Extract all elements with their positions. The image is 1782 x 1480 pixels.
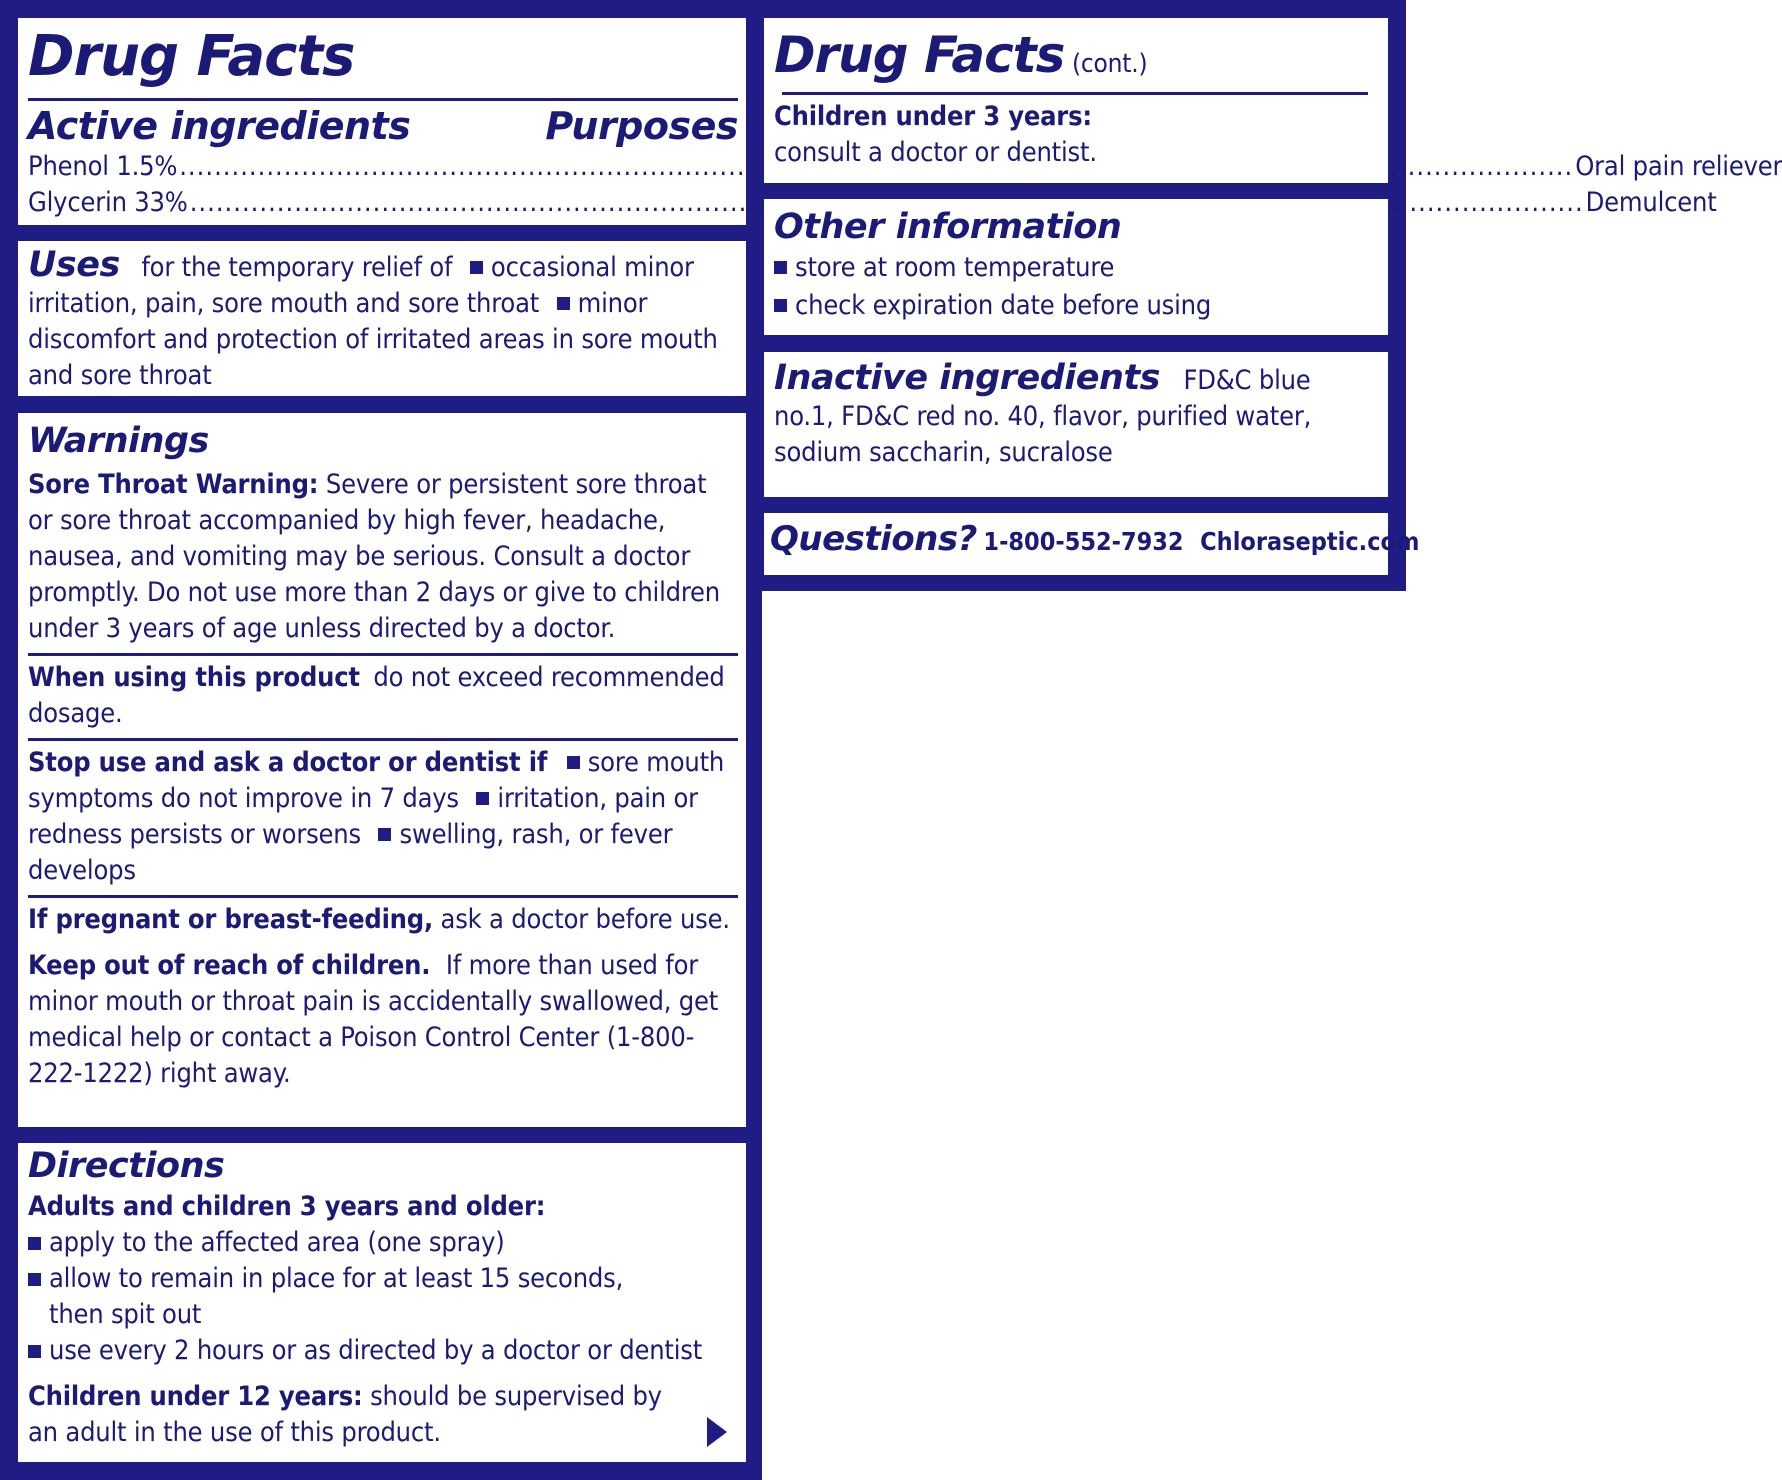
children-12-label: Children under 12 years: bbox=[28, 1381, 363, 1412]
children-12 bbox=[28, 1379, 736, 1451]
stop-use-item: irritation, pain or redness persists or worsens bbox=[28, 783, 698, 850]
adults-label: Adults and children 3 years and older: bbox=[28, 1191, 546, 1222]
stop-use bbox=[28, 745, 736, 889]
questions-website[interactable]: Chloraseptic.com bbox=[1200, 527, 1420, 556]
bullet-square-icon bbox=[557, 297, 570, 310]
cont-suffix: (cont.) bbox=[1071, 49, 1148, 79]
when-using bbox=[28, 660, 736, 732]
other-information-heading: Other information bbox=[774, 207, 1122, 247]
stop-use-item: swelling, rash, or fever develops bbox=[28, 819, 673, 886]
when-using-label: When using this product bbox=[28, 662, 360, 693]
continue-arrow-icon bbox=[707, 1417, 727, 1447]
sore-throat-label: Sore Throat Warning: bbox=[28, 469, 319, 500]
directions-heading: Directions bbox=[28, 1146, 225, 1186]
bullet-square-icon bbox=[567, 756, 580, 769]
uses-item: occasional minor irritation, pain, sore mouth and sore throat bbox=[28, 252, 694, 319]
uses-item: minor discomfort and protection of irritated areas in sore mouth and sore throat bbox=[28, 288, 718, 391]
keep-out-label: Keep out of reach of children. bbox=[28, 950, 431, 981]
pregnant-text: ask a doctor before use. bbox=[440, 904, 730, 935]
keep-out-text: If more than used for minor mouth or throat pain is accidentally swallowed, get medical help or contact a Poison Control Center (1-800-222-1222) right away. bbox=[28, 950, 719, 1089]
keep-out-warning bbox=[28, 948, 736, 1092]
uses-heading: Uses bbox=[28, 245, 120, 285]
stop-use-item: sore mouth symptoms do not improve in 7 days bbox=[28, 747, 725, 814]
page-title: Drug Facts bbox=[28, 24, 355, 89]
bullet-square-icon bbox=[28, 1345, 41, 1358]
children-12-text: should be supervised by an adult in the use of this product. bbox=[28, 1381, 662, 1448]
active-ingredients-heading: Active ingredients bbox=[28, 104, 411, 148]
other-item bbox=[774, 249, 1378, 287]
directions-item bbox=[28, 1333, 736, 1369]
when-using-text: do not exceed recommended dosage. bbox=[28, 662, 725, 729]
questions-phone: 1-800-552-7932 bbox=[983, 527, 1184, 556]
directions-item bbox=[28, 1261, 736, 1333]
directions-item-text: apply to the affected area (one spray) bbox=[49, 1227, 505, 1258]
inactive-ingredients-text: FD&C blue no.1, FD&C red no. 40, flavor, purified water, sodium saccharin, sucralose bbox=[774, 365, 1312, 468]
ingredient-purpose: Demulcent bbox=[1585, 187, 1717, 218]
bullet-square-icon bbox=[470, 261, 483, 274]
sore-throat-warning bbox=[28, 467, 736, 647]
pregnant-label: If pregnant or breast-feeding, bbox=[28, 904, 433, 935]
directions-item-text: use every 2 hours or as directed by a doctor or dentist bbox=[49, 1335, 703, 1366]
title-divider bbox=[782, 92, 1368, 95]
bullet-square-icon bbox=[774, 299, 787, 312]
children-3-text: consult a doctor or dentist. bbox=[774, 137, 1097, 168]
warnings-divider bbox=[28, 895, 738, 898]
other-item-text: store at room temperature bbox=[795, 252, 1115, 283]
warnings-heading: Warnings bbox=[28, 421, 209, 461]
directions-item-text: allow to remain in place for at least 15 seconds, then spit out bbox=[49, 1263, 624, 1330]
bullet-square-icon bbox=[476, 792, 489, 805]
bullet-square-icon bbox=[774, 261, 787, 274]
other-information-box bbox=[764, 199, 1388, 335]
warnings-box bbox=[18, 413, 746, 1127]
ingredient-name: Phenol 1.5% bbox=[28, 151, 178, 182]
bullet-square-icon bbox=[28, 1237, 41, 1250]
bullet-square-icon bbox=[378, 828, 391, 841]
directions-box bbox=[18, 1143, 746, 1462]
sore-throat-text: Severe or persistent sore throat or sore throat accompanied by high fever, headache, nausea, and vomiting may be serious. Consult a doctor promptly. Do not use more than 2 days or give to children under 3 years of age unless directed by a doctor. bbox=[28, 469, 721, 644]
bullet-square-icon bbox=[28, 1273, 41, 1286]
ingredient-purpose: Oral pain reliever bbox=[1575, 151, 1782, 182]
uses-box bbox=[18, 241, 746, 396]
other-item-text: check expiration date before using bbox=[795, 290, 1212, 321]
children-3-label: Children under 3 years: bbox=[774, 101, 1092, 132]
questions-box bbox=[764, 513, 1420, 575]
inactive-ingredients-heading: Inactive ingredients bbox=[774, 358, 1161, 398]
warnings-divider bbox=[28, 653, 738, 656]
inactive-ingredients-box bbox=[764, 352, 1388, 497]
questions-heading: Questions? bbox=[770, 519, 977, 559]
warnings-divider bbox=[28, 738, 738, 741]
stop-use-label: Stop use and ask a doctor or dentist if bbox=[28, 747, 548, 778]
uses-intro: for the temporary relief of bbox=[141, 252, 453, 283]
pregnant-warning bbox=[28, 902, 736, 938]
title-divider bbox=[28, 98, 738, 101]
cont-title-box bbox=[764, 18, 1388, 183]
ingredient-name: Glycerin 33% bbox=[28, 187, 188, 218]
directions-item bbox=[28, 1225, 736, 1261]
cont-title: Drug Facts bbox=[774, 26, 1065, 84]
other-item bbox=[774, 287, 1378, 325]
purposes-heading: Purposes bbox=[545, 104, 738, 148]
ingredient-row bbox=[28, 185, 1717, 221]
